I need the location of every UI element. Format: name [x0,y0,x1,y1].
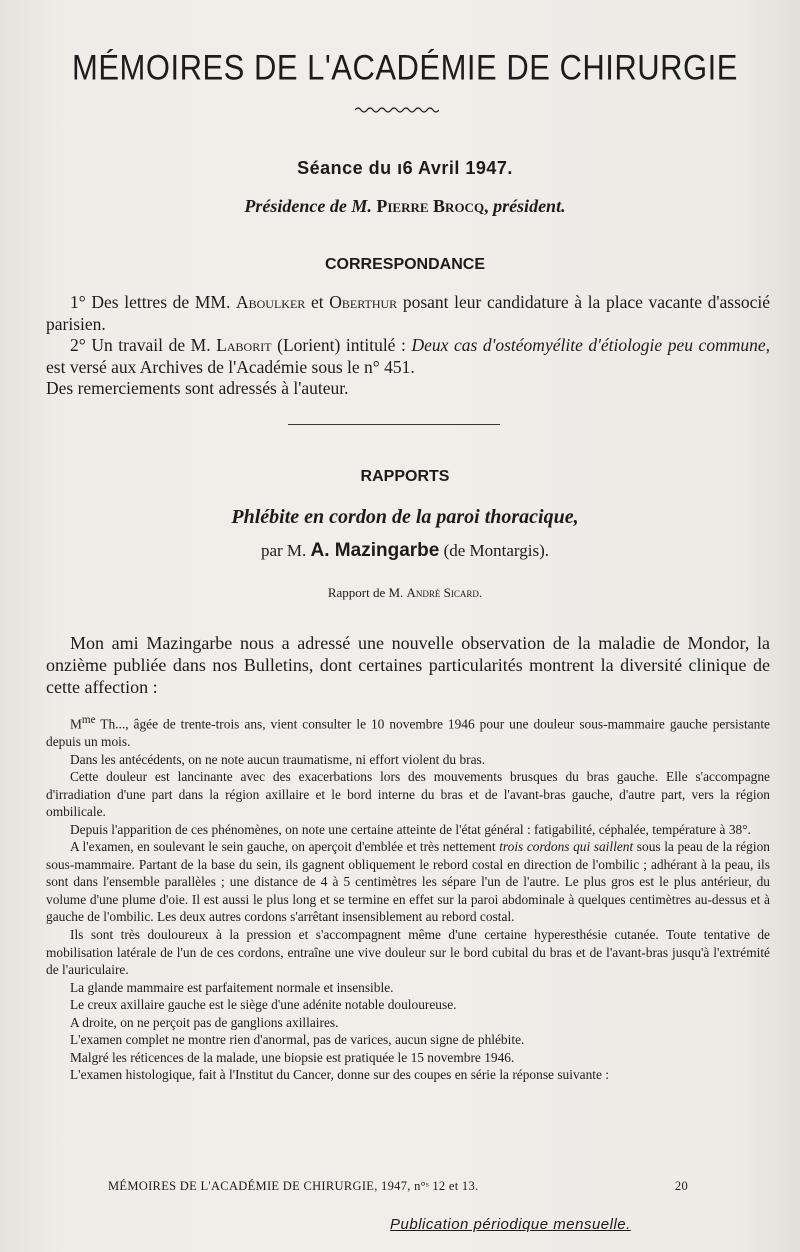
intro-paragraph [46,632,770,698]
obs-p1-start: M [70,716,82,732]
byline-author: A. Mazingarbe [310,540,440,561]
obs-paragraph-10: L'examen complet ne montre rien d'anormal, pas de varices, aucun signe de phlébite. [70,1032,525,1048]
item2-name-laborit: Laborit [216,335,272,355]
item1-name-oberthur: Oberthur [329,292,398,312]
item1-connector: et [310,292,324,312]
obs-paragraph-5 [46,838,770,926]
running-footer-text: MÉMOIRES DE L'ACADÉMIE DE CHIRURGIE, 1947, n°ˢ 12 et 13. [108,1179,479,1193]
rapports-heading: RAPPORTS [360,468,450,485]
item2-prefix: 2° Un travail de M. [70,335,211,355]
obs-paragraph-4: Depuis l'apparition de ces phénomènes, on note une certaine atteinte de l'état général : fatigabilité, céphalée, température à 38°. [70,821,751,837]
rapporteur-name: André Sicard. [406,585,483,600]
section-divider [288,424,500,425]
obs-paragraph-6: Ils sont très douloureux à la pression et s'accompagnent même d'une certaine hyperesthésie cutanée. Toute tentative de mobilisation latérale de l'un de ces cordons, entraîne une vive douleur sur le bord cubital du bras et de l'avant-bras jusqu'à l'extrémité de l'auriculaire. [46,927,770,978]
item1-name-aboulker: Aboulker [235,292,306,312]
intro-text: Mon ami Mazingarbe nous a adressé une nouvelle observation de la maladie de Mondor, la onzième publiée dans nos Bulletins, dont certaines particularités montrent la diversité clinique de cette affection : [46,633,770,697]
item1-suffix: posant leur candidature à la place vacante d'associé parisien. [46,292,771,334]
obs-paragraph-7: La glande mammaire est parfaitement normale et insensible. [70,979,394,995]
presidence-line [40,196,770,217]
obs-paragraph-8: Le creux axillaire gauche est le siège d'une adénite notable douloureuse. [70,997,457,1013]
presidence-prefix: Présidence de M. [244,196,372,216]
article-title: Phlébite en cordon de la paroi thoracique, [231,506,579,528]
obs-p1-sup: me [81,714,96,726]
obs-p5-pre: A l'examen, en soulevant le sein gauche, on aperçoit d'emblée et très nettement [70,839,496,855]
obs-p5-italic: trois cordons qui saillent [499,839,634,855]
correspondance-item-1 [46,292,770,335]
obs-paragraph-9: A droite, on ne perçoit pas de ganglions axillaires. [70,1014,339,1030]
correspondance-item-2 [46,335,770,378]
rapporteur-prefix: Rapport de M. [327,585,404,600]
obs-p5-post: sous la peau de la région sous-mammaire. Partant de la base du sein, ils gagnent obliquement le rebord costal en direction de l'ombilic ; adhérant à la peau, ils sont dans l'ensemble parallèles ; une distance de 4 à 5 centimètres les sépare l'un de l'autre. Le plus gros est le plus antérieur, du volume d'une plume d'oie. Il est aussi le plus long et se termine en effet sur la paroi abdominale à quelques centimètres au-dessus et à gauche de l'ombilic. Les deux autres cordons s'arrêtant insensiblement au rebord costal. [46,839,770,925]
publication-note: Publication périodique mensuelle. [390,1216,631,1233]
byline [40,540,770,562]
correspondance-thanks: Des remerciements sont adressés à l'auteur. [46,378,349,398]
obs-paragraph-2: Dans les antécédents, on ne note aucun traumatisme, ni effort violent du bras. [70,751,486,767]
journal-title: MÉMOIRES DE L'ACADÉMIE DE CHIRURGIE [72,47,738,88]
observation-section [46,712,770,1084]
byline-suffix: (de Montargis). [443,541,550,560]
obs-paragraph-11: Malgré les réticences de la malade, une biopsie est pratiquée le 15 novembre 1946. [70,1049,515,1065]
item1-prefix: 1° Des lettres de MM. [70,292,231,312]
obs-paragraph-1 [46,712,770,751]
correspondance-heading: CORRESPONDANCE [324,256,485,273]
rapporteur-line [40,585,770,601]
running-footer [108,1179,688,1194]
obs-p1-rest: Th..., âgée de trente-trois ans, vient consulter le 10 novembre 1946 pour une douleur sous-mammaire gauche persistante depuis un mois. [46,716,770,750]
page-number: 20 [674,1179,688,1193]
item2-suffix: est versé aux Archives de l'Académie sous le n° 451. [46,356,415,377]
seance-date: Séance du ı6 Avril 1947. [297,158,513,178]
president-name: Pierre Brocq, [376,196,489,216]
obs-paragraph-3: Cette douleur est lancinante avec des exacerbations lors des mouvements brusques du bras gauche. Elle s'accompagne d'irradiation d'une part dans la région axillaire et le bord interne du bras et de l'avant-bras gauche, d'autre part, vers la région ombilicale. [46,769,770,820]
presidence-suffix: président. [493,196,566,216]
correspondance-section [46,292,770,400]
decorative-squiggle-divider [355,106,439,114]
obs-paragraph-12: L'examen histologique, fait à l'Institut du Cancer, donne sur des coupes en série la réponse suivante : [70,1067,610,1083]
byline-prefix: par M. [260,541,307,560]
item2-connector: (Lorient) intitulé : [277,335,406,355]
item2-work-title: Deux cas d'ostéomyélite d'étiologie peu commune, [411,335,770,355]
